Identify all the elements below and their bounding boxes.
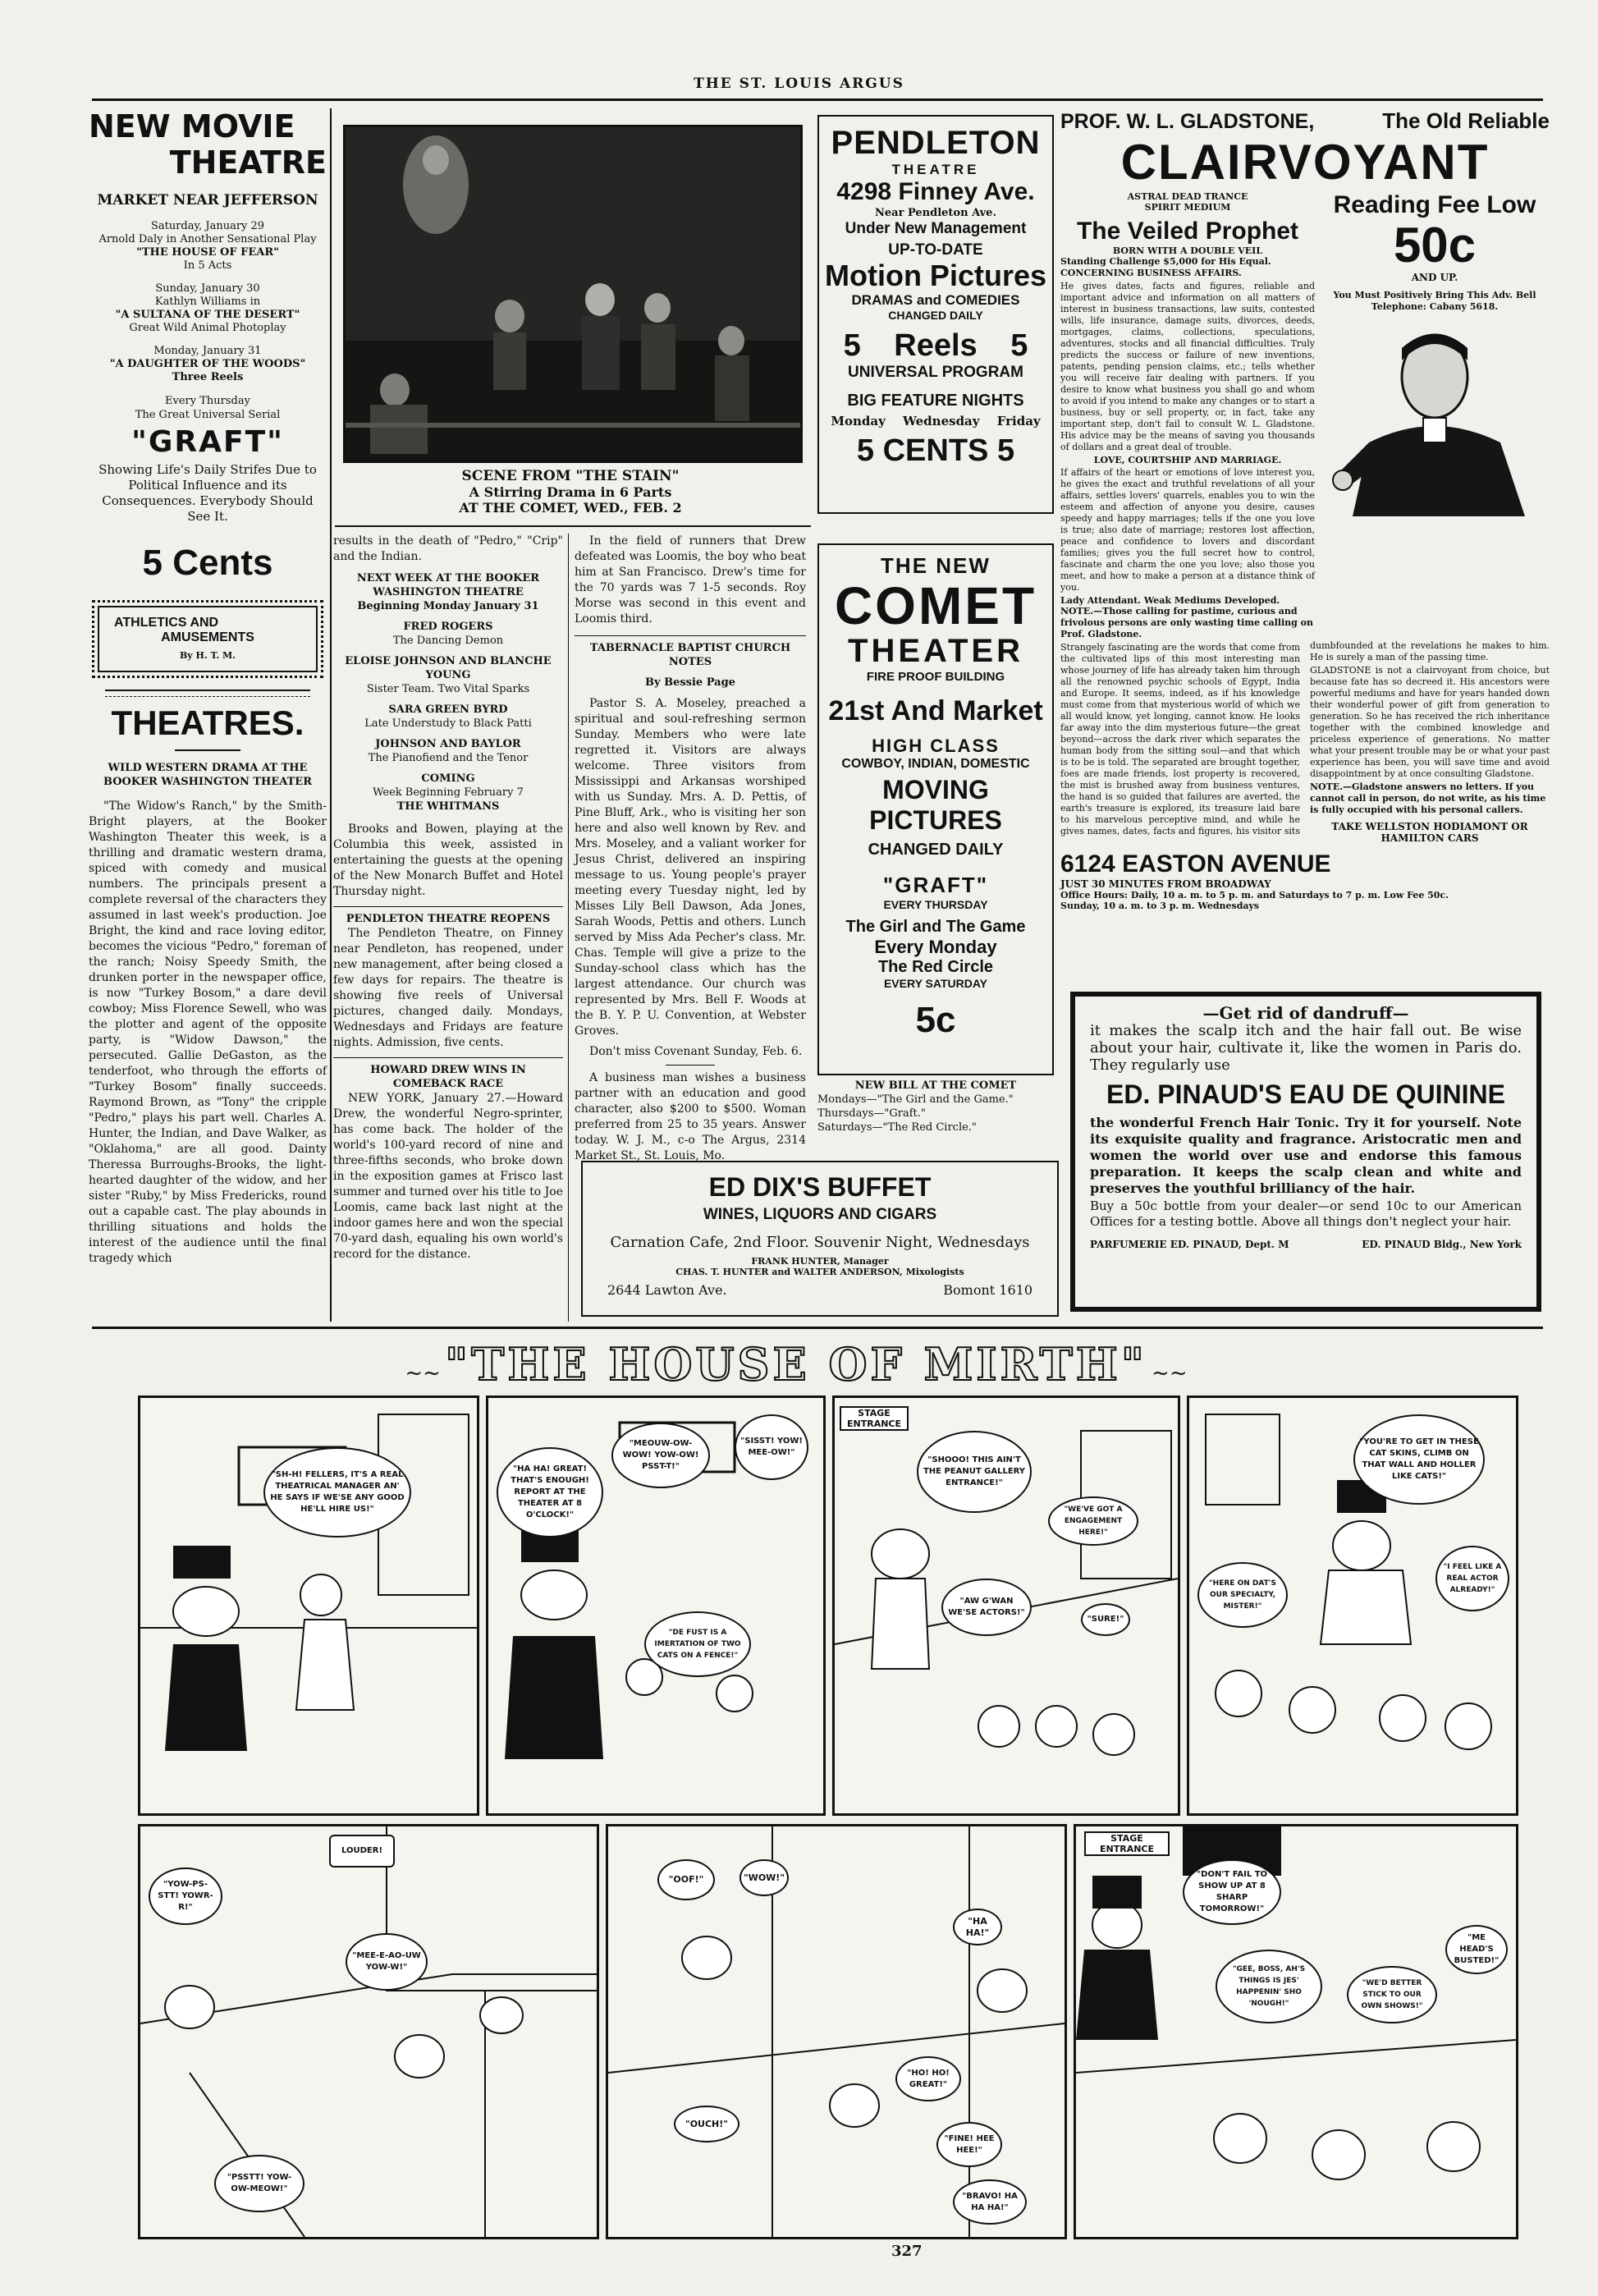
athletics-box	[92, 600, 323, 678]
middle-column-1	[333, 534, 563, 1322]
reading-fee: Reading Fee Low	[1333, 191, 1536, 218]
bubble-p3a: "SHOOO! THIS AIN'T THE PEANUT GALLERY ENTRANCE!"	[917, 1431, 1032, 1513]
listing-line2: "THE HOUSE OF FEAR"	[136, 246, 279, 259]
athletics-byline: By H. T. M.	[179, 650, 236, 661]
act-desc: The Dancing Demon	[392, 635, 504, 647]
comet-ad: THE NEW COMET THEATER FIRE PROOF BUILDING 21st And Market HIGH CLASS COWBOY, INDIAN, DOMESTIC MOVING PICTURES CHANGED DAILY "GRAFT" EVERY THURSDAY The Girl and The Game Every Monday The Red Circle EVERY SATURDAY 5c	[817, 543, 1054, 1075]
comic-panel-4	[1187, 1395, 1518, 1816]
pinaud-ad: —Get rid of dandruff— it makes the scalp itch and the hair fall out. Be wise about your hair, cultivate it, like the women in Paris do. They regularly use ED. PINAUD'S EAU DE QUININE the wonderful French Hair Tonic. Try it for yourself. Note its exquisite quality and fragrance. Aristocratic men and women the world over use and endorse this famous preparation. It keeps the scalp clean and white and preserves the youthful brilliancy of the hair. Buy a 50c bottle from your dealer—or send 10c to our American Offices for a testing bottle. Above all things don't neglect your hair. PARFUMERIE ED. PINAUD, Dept. M ED. PINAUD Bldg., New York	[1070, 992, 1541, 1312]
next-week-head: NEXT WEEK AT THE BOOKER WASHINGTON THEATRE	[356, 572, 540, 598]
act-item	[333, 620, 563, 648]
covenant-note: Don't miss Covenant Sunday, Feb. 6.	[589, 1045, 803, 1058]
act-item	[333, 703, 563, 731]
comic-panel-5	[138, 1824, 599, 2239]
tabernacle-byline: By Bessie Page	[645, 676, 735, 689]
bubble-p7b: "GEE, BOSS, AH'S THINGS IS JES' HAPPENIN' SHO 'NOUGH!"	[1216, 1950, 1322, 2023]
bubble-p4c: "I FEEL LIKE A REAL ACTOR ALREADY!"	[1435, 1546, 1509, 1611]
act-item	[333, 654, 563, 696]
movie-listing	[89, 282, 327, 335]
scene-photo	[343, 125, 803, 463]
tabernacle-body: Pastor S. A. Moseley, preached a spiritual and soul-refreshing sermon Sunday. Members who were late regretted it. Visitors are always welcome. Three visitors from Mississippi and Arkansas worshiped with us Sunday. Mrs. A. D. Pettis, of Pine Bluff, Ark., who is visiting her son here and also well known by Rev. and Mrs. Moseley, and a valiant worker for Jesus Christ, delivered an inspiring message to us. Young people's prayer meeting every Tuesday night, led by Misses Lily Bell Dawson, Ada Jones, Sarah Woods, Pettis and others. Lunch served by Miss Ada Pecher's class. Mr. Chas. Temple will give a prize to the Sunday-school class which has the largest attendance. Our church was represented by Mrs. Bell F. Woods at the B. Y. P. U. Convention, at Webster Groves.	[575, 697, 806, 1038]
movie-listing	[89, 345, 327, 384]
listing-line2: "A SULTANA OF THE DESERT"	[115, 309, 300, 321]
listing-line1: Arnold Daly in Another Sensational Play	[98, 233, 317, 245]
bubble-p2b: "MEOUW-OW-WOW! YOW-OW! PSST-T!"	[611, 1423, 710, 1488]
listing-date: Sunday, January 30	[155, 282, 260, 295]
act-name: JOHNSON AND BAYLOR	[375, 738, 521, 750]
left-column	[89, 108, 327, 1323]
ornament-rule	[105, 690, 310, 697]
drew-head: HOWARD DREW WINS IN COMEBACK RACE	[333, 1057, 563, 1091]
masthead: THE ST. LOUIS ARGUS	[694, 76, 904, 92]
bubble-p2a: "HA HA! GREAT! THAT'S ENOUGH! REPORT AT THE THEATER AT 8 O'CLOCK!"	[497, 1447, 603, 1538]
scene-photo-image	[346, 127, 800, 461]
mid2-lead: In the field of runners that Drew defeated was Loomis, the boy who beat him at San Francisco. Drew's time for the 70 yards was 7 1-5 seconds. Roy Morse was second in this event and Loomis third.	[575, 534, 806, 626]
bubble-p4a: "YOU'RE TO GET IN THESE CAT SKINS, CLIMB ON THAT WALL AND HOLLER LIKE CATS!"	[1353, 1414, 1485, 1505]
new-movie-price: 5 Cents	[142, 543, 273, 583]
graft-title: "GRAFT"	[131, 425, 284, 459]
every-thursday: Every Thursday	[165, 395, 250, 407]
listing-line3: In 5 Acts	[183, 259, 232, 272]
bubble-p2c: "SISST! YOW! MEE-OW!"	[735, 1414, 808, 1480]
tabernacle-head: TABERNACLE BAPTIST CHURCH NOTES	[575, 635, 806, 669]
bubble-p3d: "SURE!"	[1081, 1603, 1130, 1636]
coming-act: THE WHITMANS	[396, 800, 500, 813]
bubble-p6b: "WOW!"	[739, 1859, 789, 1896]
next-week-date: Beginning Monday January 31	[357, 600, 539, 612]
clairvoyant-ad: PROF. W. L. GLADSTONE, The Old Reliable CLAIRVOYANT ASTRAL DEAD TRANCE SPIRIT MEDIUM The Veiled Prophet BORN WITH A DOUBLE VEIL Standing Challenge $5,000 for His Equal. CONCERNING BUSINESS AFFAIRS. He gives dates, facts and figures, reliable and important advice and information on all matters of interest in business transactions, law suits, contested wills, life insurance, damage suits, divorces, deeds, mortgages, claims, collections, speculations, adventures, stocks and all financial difficulties. Truly predicts the success or failure of new inventions, patents, pending pension claims, etc.; tells whether you will receive fair dealing with partners. If you desire to know what business you shall go and whom to avoid if you intend to make any changes or to start a business, buy or sell property, or, in fact, take any important step, don't fail to consult W. L. Gladstone. His advice may be the means of saving you thousands of dollars and a great deal of trouble. LOVE, COURTSHIP AND MARRIAGE. If affairs of the heart or emotions of love interest you, he gives the exact and truthful revelations of all your affairs, settles lovers' quarrels, enables you to win the esteem and affection of anyone you desire, causes speedy and happy marriages; tells if the one you love is true; also date of marriage; restores lost affection, peace and confidence to lovers and discordant families; gives you the full secret how to control, fascinate and charm the one you love; also those you meet, and how to make a person at a distance think of you. Lady Attendant. Weak Mediums Developed. Reading Fee Low 50c AND UP. You Must Positively Bring This Adv. Bell Telephone: Cabany 5618. NOTE.—Those calling for pastime, curious and frivolous persons are only wasting time calling on Prof. Gladstone. Strangely fascinating are the words that come from the cultivated lips of this most interesting man whose journey of life has already taken him through all the renowned psychic schools of Egypt, India and Europe. It seems, indeed, as if his knowledge must come from that mysterious world of which we all would know, yet longing, cannot know. He looks far away into the dim mysterious future—the great beyond—across the dark river which separates the human body from the sitting soul—and that which is to be is told. The separated are brought together, foes are made friends, lost property is recovered, the mist is brushed away from business ventures, the hand is so guided that failures are averted, the earth's treasure is explored, its treasure laid bare to his marvelous perceptive mind, and while he gives names, dates, facts and figures, his visitor sits dumbfounded at the revelations he makes to him. He is surely a man of the passing time. GLADSTONE is not a clairvoyant from choice, but because fate has so decreed it. His ancestors were powerful mediums and have for years handed down their wonderful power of gift from generation to generation. So he has received the rich inheritance together with the combined knowledge and priceless experience of generations. No matter what your present trouble may be or what your past experience has been, you will save time and avoid disappointment by at once consulting Gladstone. NOTE.—Gladstone answers no letters. If you cannot call in person, do not write, as his time is fully occupied with his personal callers. TAKE WELLSTON HODIAMONT OR HAMILTON CARS 6124 EASTON AVENUE JUST 30 MINUTES FROM BROADWAY Office Hours: Daily, 10 a. m. to 5 p. m. and Saturdays to 7 p. m. Low Fee 50c. Sunday, 10 a. m. to 3 p. m. Wednesdays	[1060, 108, 1550, 911]
coming-date: Week Beginning February 7	[373, 786, 524, 799]
bubble-p6e: "OUCH!"	[674, 2106, 739, 2142]
act-list	[333, 620, 563, 765]
clairvoyant-title: CLAIRVOYANT	[1120, 135, 1490, 190]
bubble-p5c: "MEE-E-AO-UW YOW-W!"	[346, 1933, 428, 1991]
gladstone-portrait	[1320, 319, 1550, 516]
act-desc: Late Understudy to Black Patti	[364, 717, 532, 730]
serial-label: The Great Universal Serial	[135, 409, 281, 421]
new-movie-location: MARKET NEAR JEFFERSON	[97, 192, 318, 209]
listing-line1: "A DAUGHTER OF THE WOODS"	[109, 358, 306, 370]
act-item	[333, 737, 563, 765]
veiled-prophet: The Veiled Prophet	[1076, 218, 1299, 245]
bubble-p6d: "HO! HO! GREAT!"	[895, 2056, 961, 2101]
theatres-title: THEATRES.	[111, 703, 304, 742]
bubble-p6g: "BRAVO! HA HA HA!"	[953, 2179, 1027, 2225]
bubble-p1a: "SH-H! FELLERS, IT'S A REAL THEATRICAL MANAGER AN' HE SAYS IF WE'SE ANY GOOD HE'LL HIRE US!"	[263, 1447, 411, 1538]
business-wanted: A business man wishes a business partner with an education and good character, also $200 to $500. Woman preferred from 25 to 35 years. Answer today. W. J. M., c-o The Argus, 2314 Market St., St. Louis, Mo.	[575, 1071, 806, 1162]
stage-entrance-sign-2: STAGE ENTRANCE	[1084, 1831, 1170, 1856]
act-name: ELOISE JOHNSON AND BLANCHE YOUNG	[345, 655, 552, 681]
listing-line1: Kathlyn Williams in	[154, 296, 261, 308]
theatres-headline: WILD WESTERN DRAMA AT THE BOOKER WASHINGTON THEATER	[103, 762, 313, 788]
masthead-rule	[92, 99, 1543, 101]
act-desc: The Pianofiend and the Tenor	[368, 752, 529, 764]
graft-description: Showing Life's Daily Strifes Due to Political Influence and its Consequences. Everybody Should See It.	[98, 462, 317, 524]
new-movie-title: NEW MOVIE THEATRE	[89, 108, 327, 181]
coming-label: COMING	[421, 772, 475, 785]
bubble-p7a: "DON'T FAIL TO SHOW UP AT 8 SHARP TOMORROW!"	[1183, 1859, 1281, 1925]
listing-date: Monday, January 31	[153, 345, 262, 357]
bubble-p3b: "WE'VE GOT A ENGAGEMENT HERE!"	[1048, 1496, 1138, 1546]
bubble-p7c: "WE'D BETTER STICK TO OUR OWN SHOWS!"	[1347, 1966, 1437, 2023]
pendleton-ad: PENDLETON THEATRE 4298 Finney Ave. Near Pendleton Ave. Under New Management UP-TO-DATE Motion Pictures DRAMAS and COMEDIES CHANGED DAILY 5 Reels 5 UNIVERSAL PROGRAM BIG FEATURE NIGHTS Monday Wednesday Friday 5 CENTS 5	[817, 115, 1054, 514]
pendleton-reopens-body: The Pendleton Theatre, on Finney near Pendleton, has reopened, under new management, after being closed a few days for repairs. The theatre is showing five reels of Universal pictures, changed daily. Mondays, Wednesdays and Fridays are feature nights. Admission, five cents.	[333, 927, 563, 1049]
comic-panel-2	[486, 1395, 826, 1816]
act-desc: Sister Team. Two Vital Sparks	[366, 683, 530, 695]
listing-date: Saturday, January 29	[150, 220, 265, 232]
comet-bill: NEW BILL AT THE COMET Mondays—"The Girl and the Game." Thursdays—"Graft." Saturdays—"The Red Circle."	[817, 1079, 1017, 1134]
comic-panel-6	[606, 1824, 1067, 2239]
clairvoyant-address: 6124 EASTON AVENUE	[1060, 850, 1331, 878]
photo-caption: SCENE FROM "THE STAIN" A Stirring Drama in 6 Parts AT THE COMET, WED., FEB. 2	[459, 468, 682, 516]
drew-body: NEW YORK, January 27.—Howard Drew, the wonderful Negro-sprinter, has come back. The holder of the world's 100-yard record of nine and three-fifths seconds, who broke down in the exposition games at Frisco last summer and turned over his title to Joe Loomis, came back last night at the indoor games here and won the special 70-yard dash, equaling his own world's record for the distance.	[333, 1092, 563, 1261]
listing-line2: Three Reels	[172, 371, 244, 383]
theatres-body: "The Widow's Ranch," by the Smith-Bright players, at the Booker Washington Theater this week, is a thrilling and dramatic western drama, spiced with comedy and musical numbers. The principals present a complete reversal of the characters they assumed in last week's production. Joe Bright, the kind and race loving editor, becomes the vicious "Pedro," foreman of the ranch; Noisy Speedy Smith, the drunken porter in the newspaper office, is now "Turkey Bosom," a dare devil cowboy; Miss Florence Sewell, who was the plotter and agent of the opposite party, is "Widow Dawson," the persecuted. Gallie DeGaston, as the tenderfoot, who through the efforts of "Turkey Bosom" finally succeeds. Raymond Brown, as "Tony" the cripple "Pedro," plays his part well. Charles A. Hunter, the Indian, and Dave Walker, as "Oklahoma," are all good. Dainty Theressa Burroughs-Brooks, the light-hearted daughter of the widow, and her sister "Ruby," by Miss Fredericks, round out a capable cast. The play abounds in thrilling situations and holds the interest of the audience until the final tragedy which	[89, 800, 327, 1265]
movie-listing	[89, 220, 327, 273]
comic-panel-3	[832, 1395, 1180, 1816]
bubble-p3c: "AW G'WAN WE'SE ACTORS!"	[941, 1579, 1032, 1636]
clairvoyant-reliable: The Old Reliable	[1382, 108, 1550, 133]
new-movie-listings	[89, 220, 327, 384]
stage-entrance-sign: STAGE ENTRANCE	[840, 1406, 909, 1431]
bubble-p5d: "PSSTT! YOW-OW-MEOW!"	[214, 2155, 304, 2212]
bubble-p7d: "ME HEAD'S BUSTED!"	[1445, 1925, 1508, 1974]
athletics-title: ATHLETICS AND	[114, 616, 219, 630]
bubble-p6f: "FINE! HEE HEE!"	[936, 2122, 1002, 2167]
middle-column-2	[575, 534, 806, 1162]
comic-panel-1	[138, 1395, 479, 1816]
act-name: SARA GREEN BYRD	[388, 703, 508, 716]
amusements-title: AMUSEMENTS	[161, 630, 254, 644]
bubble-p5b: LOUDER!	[329, 1835, 395, 1868]
bubble-p2d: "DE FUST IS A IMERTATION OF TWO CATS ON A FENCE!"	[644, 1611, 751, 1677]
bubble-p6a: "OOF!"	[657, 1859, 715, 1900]
bubble-p5a: "YOW-PS-STT! YOWR-R!"	[149, 1868, 222, 1925]
reading-fee-amount: 50c	[1393, 218, 1477, 273]
brooks-note: Brooks and Bowen, playing at the Columbia this week, assisted in entertaining the guests at the opening of the New Monarch Buffet and Hotel Thursday night.	[333, 823, 563, 898]
pendleton-reopens-head: PENDLETON THEATRE REOPENS	[333, 906, 563, 926]
ed-dix-ad: ED DIX'S BUFFET WINES, LIQUORS AND CIGARS Carnation Cafe, 2nd Floor. Souvenir Night, Wednesdays FRANK HUNTER, Manager CHAS. T. HUNTER and WALTER ANDERSON, Mixologists 2644 Lawton Ave. Bomont 1610	[581, 1161, 1059, 1317]
comic-title: ~~ "THE HOUSE OF MIRTH" ~~	[405, 1338, 1188, 1391]
bubble-p6c: "HA HA!"	[953, 1909, 1002, 1945]
clairvoyant-prof: PROF. W. L. GLADSTONE,	[1060, 110, 1315, 133]
pinaud-brand: ED. PINAUD'S EAU DE QUININE	[1106, 1079, 1505, 1109]
comic-panel-7	[1074, 1824, 1518, 2239]
mid1-lead: results in the death of "Pedro," "Crip" and the Indian.	[333, 534, 563, 563]
bubble-p4b: "HERE ON DAT'S OUR SPECIALTY, MISTER!"	[1197, 1562, 1288, 1628]
act-name: FRED ROGERS	[403, 621, 493, 633]
listing-line3: Great Wild Animal Photoplay	[129, 322, 286, 334]
page-number: 327	[891, 2243, 923, 2260]
